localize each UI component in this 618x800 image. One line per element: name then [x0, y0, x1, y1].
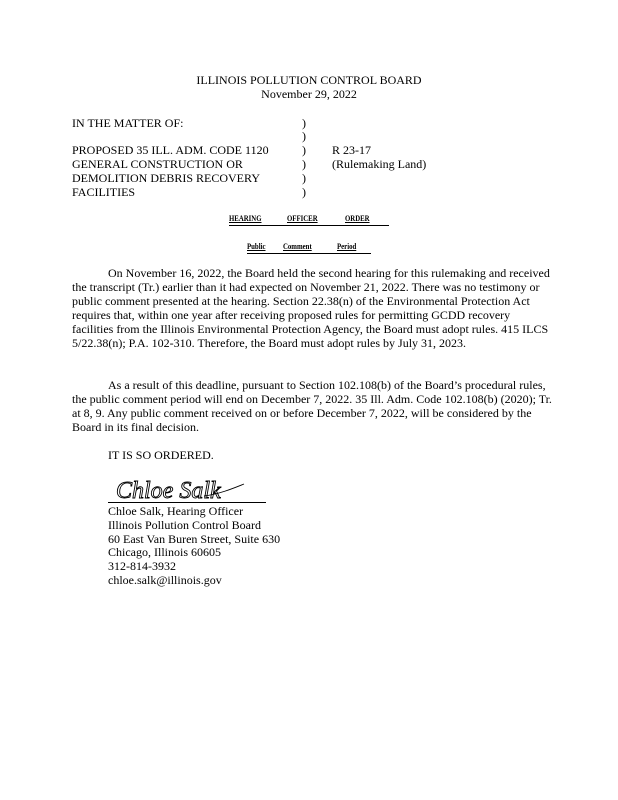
caption-paren: ) — [302, 185, 306, 199]
signature-script: Chloe Salk — [116, 478, 221, 504]
order-title-line2 — [247, 242, 371, 254]
caption-line: PROPOSED 35 ILL. ADM. CODE 1120 — [72, 143, 269, 157]
signer-org: Illinois Pollution Control Board — [108, 518, 262, 532]
signature-line — [108, 502, 266, 503]
agency-title: ILLINOIS POLLUTION CONTROL BOARD — [196, 73, 422, 87]
caption-paren: ) — [302, 116, 306, 130]
caption-line: GENERAL CONSTRUCTION OR — [72, 157, 243, 171]
order-title-word: HEARING — [229, 214, 262, 223]
order-title-word: Comment — [283, 242, 312, 251]
docket-number: R 23-17 — [332, 143, 371, 157]
order-date: November 29, 2022 — [261, 87, 357, 101]
body-paragraph — [72, 448, 552, 462]
caption-paren: ) — [302, 171, 306, 185]
order-title-word: OFFICER — [287, 214, 318, 223]
caption-paren: ) — [302, 129, 306, 143]
signature-image — [112, 474, 252, 504]
paragraph-text: On November 16, 2022, the Board held the second hearing for this rulemaking and received the transcript (Tr.) earlier than it had expected on November 21, 2022. There was no testimony or public comment presented at the hearing. Section 22.38(n) of the Environmental Protection Act requires that, within one year after receiving proposed rules for permitting GCDD recovery facilities from the Illinois Environmental Protection Agency, the Board must adopt rules. 415 ILCS 5/22.38(n); P.A. 102-310. Therefore, the Board must adopt rules by July 31, 2023. — [72, 266, 550, 350]
signer-address1: 60 East Van Buren Street, Suite 630 — [108, 532, 281, 546]
order-title-line1 — [229, 214, 389, 226]
order-title-word: Public — [247, 242, 266, 251]
body-paragraph — [72, 378, 552, 434]
order-title-word: Period — [337, 242, 357, 251]
caption-paren: ) — [302, 143, 306, 157]
signer-address2: Chicago, Illinois 60605 — [108, 545, 221, 559]
caption-line: DEMOLITION DEBRIS RECOVERY — [72, 171, 260, 185]
docket-type: (Rulemaking Land) — [332, 157, 427, 171]
order-title-word: ORDER — [345, 214, 370, 223]
paragraph-text: As a result of this deadline, pursuant to Section 102.108(b) of the Board’s procedural rules, the public comment period will end on December 7, 2022. 35 Ill. Adm. Code 102.108(b) (2020); Tr. at 8, 9. Any public comment received on or before December 7, 2022, will be considered by the Board in its final decision. — [72, 378, 552, 434]
body-paragraph — [72, 266, 552, 350]
signer-email[interactable]: chloe.salk@illinois.gov — [108, 573, 222, 587]
matter-label: IN THE MATTER OF: — [72, 116, 184, 130]
caption-line: FACILITIES — [72, 185, 136, 199]
signer-name: Chloe Salk, Hearing Officer — [108, 504, 244, 518]
caption-paren: ) — [302, 157, 306, 171]
signer-phone: 312-814-3932 — [108, 559, 176, 573]
ordered-text: IT IS SO ORDERED. — [108, 448, 214, 462]
